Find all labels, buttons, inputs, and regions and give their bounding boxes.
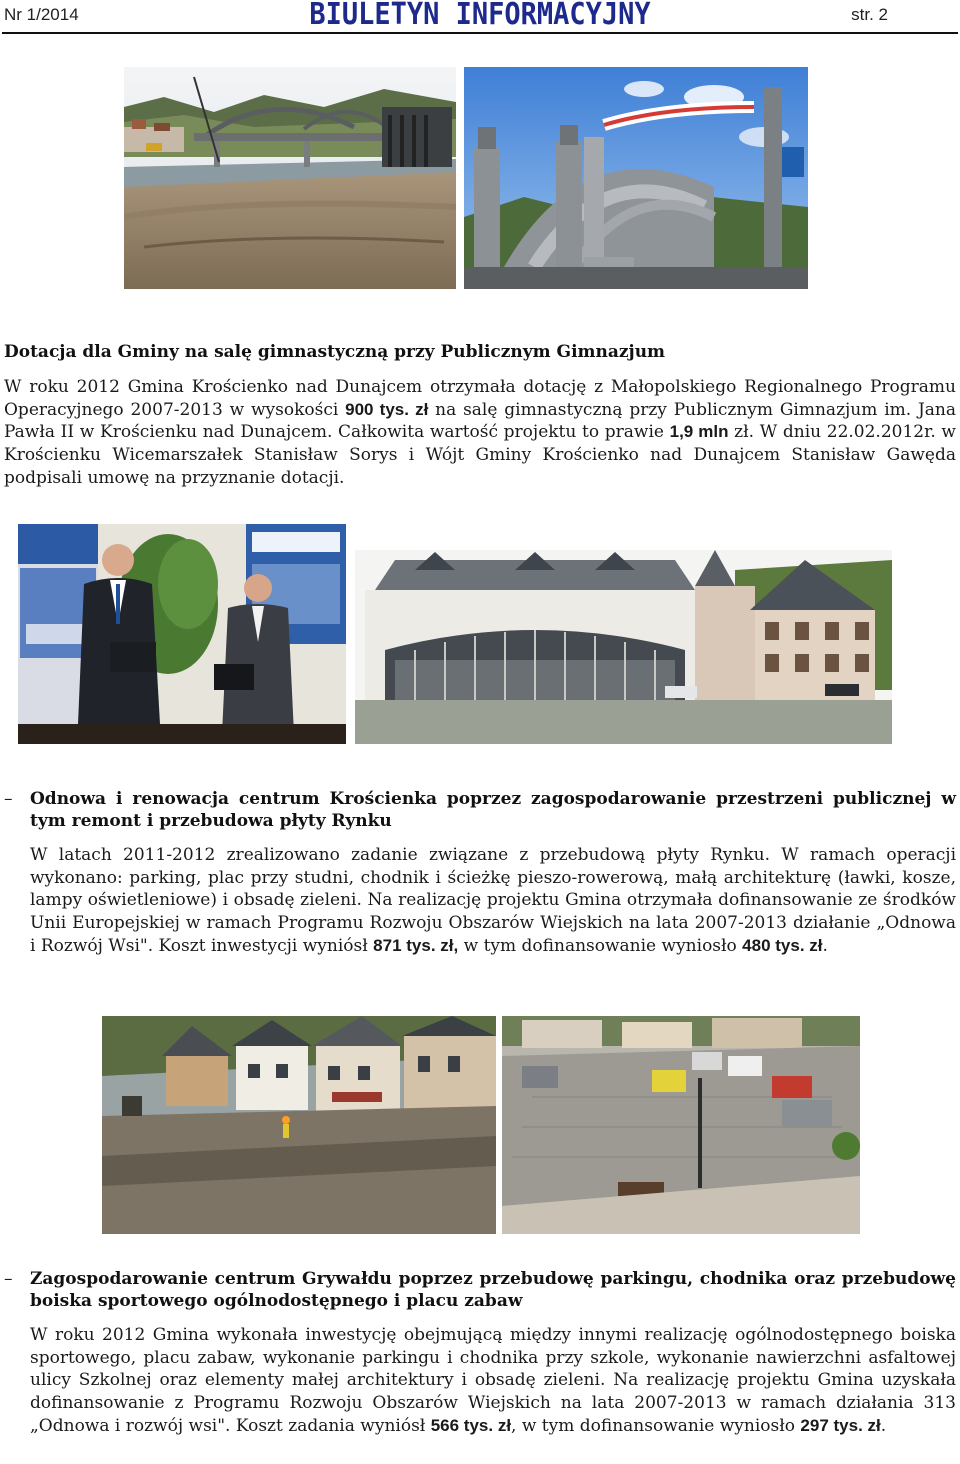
photo-icon [355, 550, 892, 744]
section1-amount-1: 900 tys. zł [345, 399, 429, 419]
section2-amount-2: 480 tys. zł [742, 935, 823, 955]
section1-title: Dotacja dla Gminy na salę gimnastyczną przy Publicznym Gimnazjum [4, 342, 666, 362]
issue-number: Nr 1/2014 [4, 5, 79, 24]
page-header [0, 0, 960, 34]
section2-bullet-dash: – [4, 789, 13, 809]
section1-amount-2: 1,9 mln [669, 422, 729, 442]
bulletin-title: BIULETYN INFORMACYJNY [309, 0, 651, 32]
section2-amount-1: 871 tys. zł, [373, 935, 459, 955]
section3-title: Zagospodarowanie centrum Grywałdu poprzez przebudowę parkingu, chodnika oraz przebudowę boiska sportowego ogólnodostępnego i placu zabaw [30, 1269, 956, 1311]
section2-title: Odnowa i renowacja centrum Krościenka poprzez zagospodarowanie przestrzeni publicznej w tym remont i przebudowa płyty Rynku [30, 789, 956, 831]
section1-text-1: W roku 2012 Gmina Krościenko nad Dunajcem otrzymała dotację z Małopolskiego Regionalnego Programu Operacyjnego 2007-2013 w wysokości [4, 377, 956, 420]
photo-icon [102, 1016, 496, 1234]
section2-text-3: . [822, 935, 828, 956]
photo-bridge-finished [464, 67, 808, 289]
photo-icon [502, 1016, 860, 1234]
photo-icon [124, 67, 456, 289]
photo-rynek-parking [502, 1016, 860, 1234]
section3-text-1: W roku 2012 Gmina wykonała inwestycję obejmującą między innymi realizację ogólnodostępnego boiska sportowego, placu zabaw, wykonanie parkingu i chodnika przy szkole, wykonanie nawierzchni asfaltowej ulicy Szkolnej oraz elementy małej architektury i obsadę zieleni. Na realizację projektu Gmina uzyskała dofinansowanie z Programu Rozwoju Obszarów Wiejskich na lata 2007-2013 w ramach działania 313 „Odnowa i rozwój wsi". Koszt zadania wyniósł [30, 1325, 956, 1436]
section2-text-1b: . Na realizację projektu Gmina otrzymała dofinansowanie ze środków Unii Europejskiej w ramach Programu Rozwoju Obszarów Wiejskich na lata 2007-2013 działanie „Odnowa i Rozwój Wsi". Koszt inwestycji wyniósł [30, 890, 956, 956]
section2-text-2: w tym dofinansowanie wyniosło [458, 935, 743, 956]
section2-text-1: W latach 2011-2012 zrealizowano zadanie związane z przebudową płyty Rynku. W ramach operacji wykonano: parking, plac przy studni, chodnik i ścieżkę pieszo-rowerową, małą architekturę (ławki, kosze, lampy oświetleniowe) i obsadę zieleni [30, 845, 956, 911]
photo-icon [464, 67, 808, 289]
section3-amount-1: 566 tys. zł [430, 1415, 512, 1435]
section1-body [4, 376, 956, 490]
page-number: str. 2 [851, 5, 888, 24]
header-rule [2, 32, 958, 34]
section3-body [30, 1324, 956, 1438]
photo-rynek-construction [102, 1016, 496, 1234]
section2-body [30, 844, 956, 958]
section3-amount-2: 297 tys. zł [800, 1415, 881, 1435]
section3-text-3: . [880, 1415, 887, 1436]
section1-text-3: zł. W dniu 22.02.2012r. w Krościenku Wicemarszałek Stanisław Sorys i Wójt Gminy Krościenko nad Dunajcem Stanisław Gawęda podpisali umowę na przyznanie dotacji. [4, 422, 956, 488]
photo-icon [18, 524, 346, 744]
photo-contract-signing [18, 524, 346, 744]
photo-gym-building [355, 550, 892, 744]
section1-text-2: na salę gimnastyczną przy Publicznym Gimnazjum im. Jana Pawła II w Krościenku nad Dunajcem. Całkowita wartość projektu to prawie [4, 399, 957, 443]
section3-bullet-dash: – [4, 1269, 13, 1289]
section3-text-2: , w tym dofinansowanie wyniosło [511, 1415, 801, 1436]
photo-bridge-construction [124, 67, 456, 289]
